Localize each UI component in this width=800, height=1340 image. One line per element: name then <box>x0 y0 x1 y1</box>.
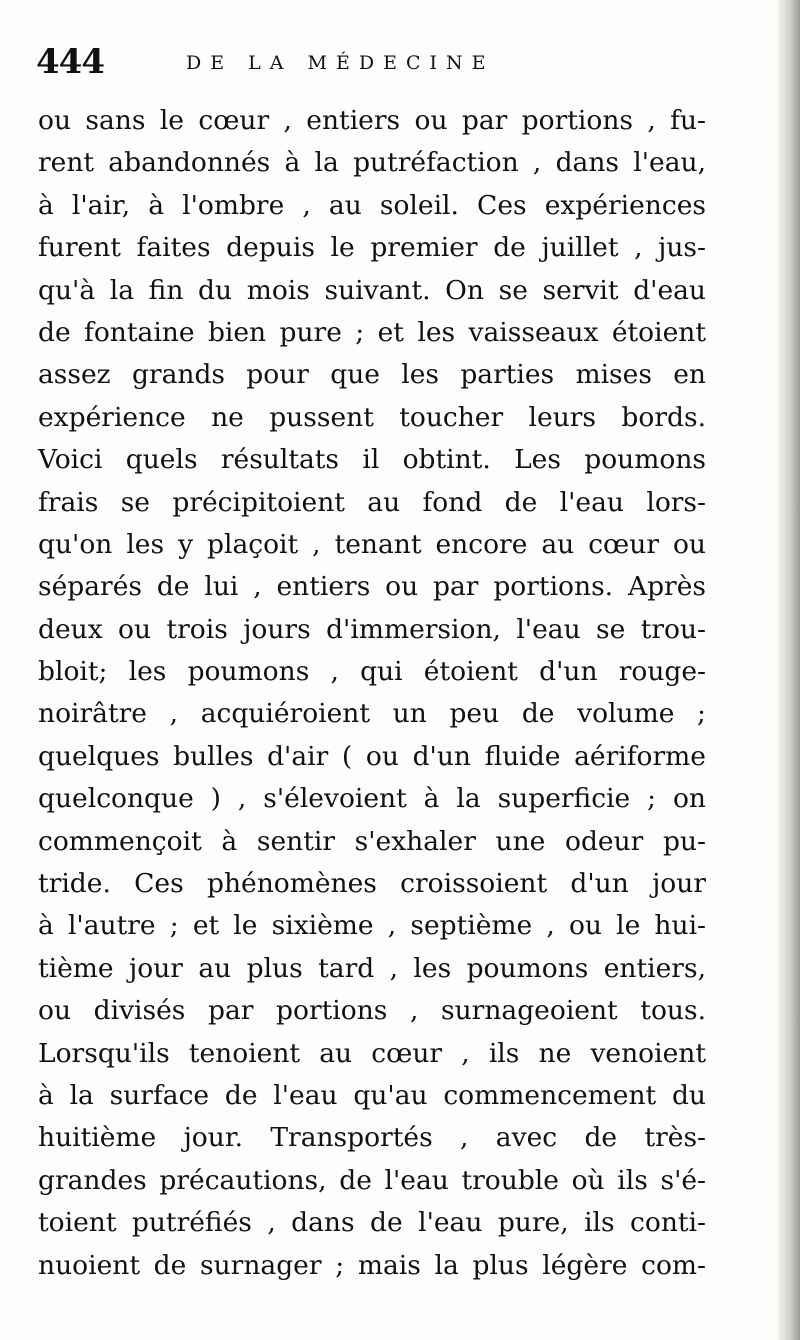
page-header <box>36 40 736 90</box>
text-line: ou sans le cœur , entiers ou par portions , fu- <box>38 105 706 136</box>
text-line: tième jour au plus tard , les poumons entiers, <box>38 952 706 984</box>
body-text <box>38 100 706 1287</box>
text-line: furent faites depuis le premier de juillet , jus- <box>38 232 706 264</box>
text-line: rent abandonnés à la putréfaction , dans l'eau, <box>38 147 706 179</box>
text-line: qu'à la fin du mois suivant. On se servit d'eau <box>38 274 706 306</box>
text-line: à l'air, à l'ombre , au soleil. Ces expériences <box>38 189 706 221</box>
text-line: bloit; les poumons , qui étoient d'un rouge- <box>38 656 706 688</box>
text-line: séparés de lui , entiers ou par portions. Après <box>38 571 706 603</box>
text-line: noirâtre , acquiéroient un peu de volume ; <box>38 698 706 730</box>
text-line: qu'on les y plaçoit , tenant encore au cœur ou <box>38 528 706 560</box>
text-line: Voici quels résultats il obtint. Les poumons <box>38 444 706 476</box>
text-line: deux ou trois jours d'immersion, l'eau se trou- <box>38 613 706 645</box>
page-edge-shadow <box>778 0 800 1340</box>
text-line: à la surface de l'eau qu'au commencement du <box>38 1079 706 1111</box>
page-number: 444 <box>36 42 104 82</box>
text-line: assez grands pour que les parties mises en <box>38 359 706 391</box>
text-line: ou divisés par portions , surnageoient tous. <box>38 995 706 1027</box>
text-line: nuoient de surnager ; mais la plus légère com- <box>38 1249 706 1281</box>
text-line: huitième jour. Transportés , avec de très- <box>38 1122 706 1154</box>
text-line: de fontaine bien pure ; et les vaisseaux étoient <box>38 316 706 348</box>
text-line: frais se précipitoient au fond de l'eau lors- <box>38 486 706 518</box>
text-line: grandes précautions, de l'eau trouble où ils s'é- <box>38 1164 706 1196</box>
text-line: expérience ne pussent toucher leurs bords. <box>38 401 706 433</box>
text-line: à l'autre ; et le sixième , septième , ou le hui- <box>38 910 706 942</box>
text-line: tride. Ces phénomènes croissoient d'un jour <box>38 868 706 900</box>
text-line: Lorsqu'ils tenoient au cœur , ils ne venoient <box>38 1037 706 1069</box>
text-line: quelconque ) , s'élevoient à la superficie ; on <box>38 783 706 815</box>
text-line: quelques bulles d'air ( ou d'un fluide aériforme <box>38 740 706 772</box>
text-line: commençoit à sentir s'exhaler une odeur pu- <box>38 825 706 857</box>
text-line: toient putréfiés , dans de l'eau pure, ils conti- <box>38 1207 706 1239</box>
running-head: DE LA MÉDECINE <box>186 52 495 74</box>
